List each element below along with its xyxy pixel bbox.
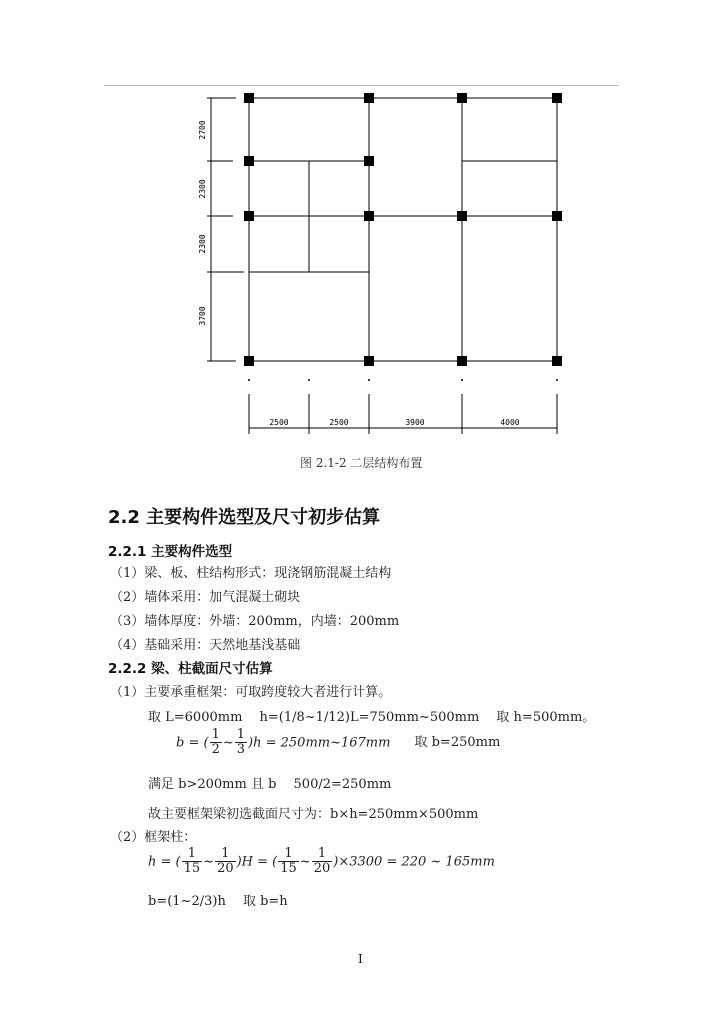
list-item: （3）墙体厚度：外墙：200mm，内墙：200mm [110, 614, 400, 629]
column [457, 93, 467, 103]
paragraph-line: 取 L=6000mm h=(1/8~1/12)L=750mm~500mm 取 h=500mm。 [148, 710, 596, 725]
column-markers [244, 93, 562, 366]
dim-bottom-1: 2500 [269, 418, 289, 427]
column [244, 93, 254, 103]
list-item: （2）墙体采用：加气混凝土砌块 [110, 590, 301, 605]
subsection-title-1: 2.2.1 主要构件选型 [108, 544, 233, 560]
dim-left-4: 3700 [198, 306, 207, 326]
column [364, 211, 374, 221]
equation-column-height: h = ( $\frac{1}{15}$ ~ $\frac{1}{20}$ )H = ( $\frac{1}{15}$ ~ $\frac{1}{20}$ )×3300 = 220 ~ 165mm [148, 846, 495, 877]
paragraph-line: b=(1~2/3)h 取 b=h [148, 894, 288, 909]
page-number: I [358, 952, 363, 966]
dim-left-3: 2300 [198, 234, 207, 254]
column [244, 356, 254, 366]
dim-left-2: 2300 [198, 179, 207, 199]
column [364, 156, 374, 166]
subsection-title-2: 2.2.2 梁、柱截面尺寸估算 [108, 661, 273, 677]
dim-bottom-4: 4000 [500, 418, 520, 427]
column [244, 156, 254, 166]
column [552, 356, 562, 366]
section-title: 2.2 主要构件选型及尺寸初步估算 [108, 507, 381, 528]
column [364, 356, 374, 366]
column [552, 211, 562, 221]
dim-bottom-3: 3900 [405, 418, 425, 427]
paragraph-line: 满足 b>200mm 且 b 500/2=250mm [148, 777, 392, 792]
list-item: （1）梁、板、柱结构形式：现浇钢筋混凝土结构 [110, 566, 392, 581]
list-item: （4）基础采用：天然地基浅基础 [110, 638, 301, 653]
dim-left-1: 2700 [198, 120, 207, 140]
column [457, 356, 467, 366]
equation-beam-width: b = ( $\frac{1}{2}$ ~ $\frac{1}{3}$ )h = 250mm~167mm 取 b=250mm [176, 727, 501, 758]
column [364, 93, 374, 103]
column [457, 211, 467, 221]
list-item: （1）主要承重框架：可取跨度较大者进行计算。 [110, 685, 392, 700]
paragraph-line: 故主要框架梁初选截面尺寸为：b×h=250mm×500mm [148, 807, 479, 822]
figure-caption: 图 2.1-2 二层结构布置 [300, 456, 423, 470]
structural-plan-drawing [0, 0, 724, 450]
dim-bottom-2: 2500 [329, 418, 349, 427]
column [552, 93, 562, 103]
column [244, 211, 254, 221]
list-item: （2）框架柱： [110, 830, 197, 845]
